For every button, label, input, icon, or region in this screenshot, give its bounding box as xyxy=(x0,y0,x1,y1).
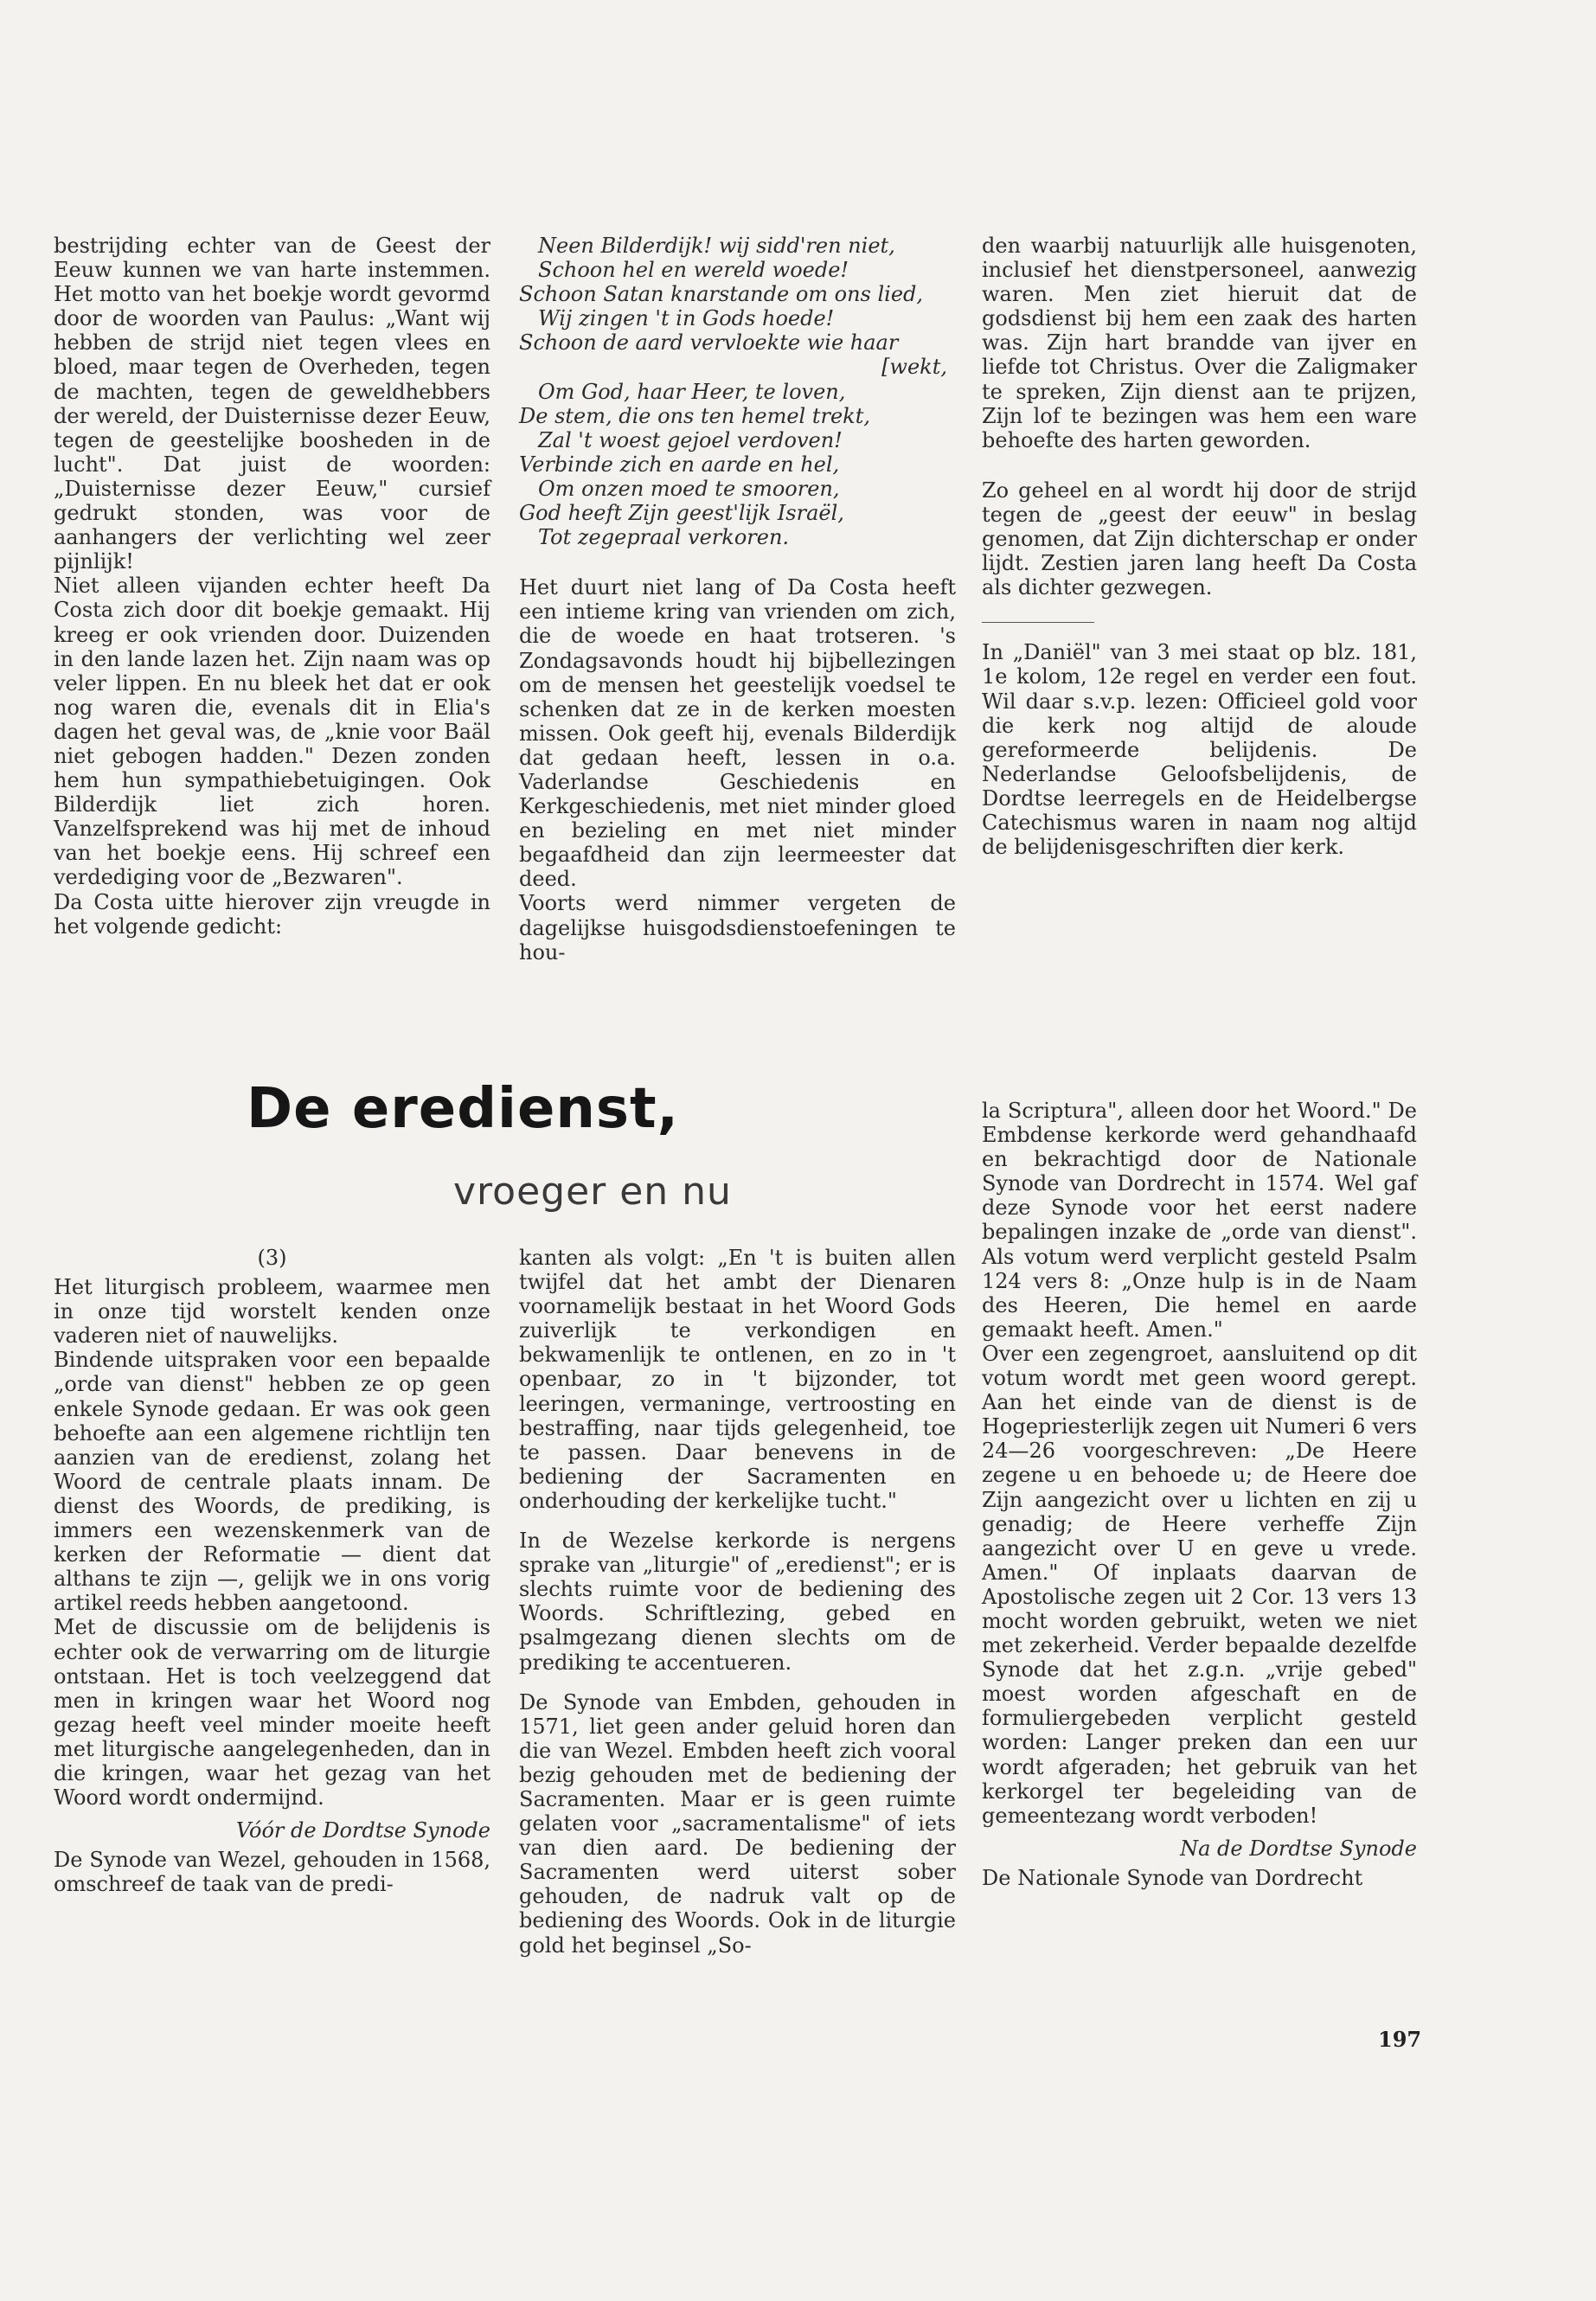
divider xyxy=(982,622,1094,623)
poem-line: God heeft Zijn geest'lijk Israël, xyxy=(519,501,844,526)
paragraph: Het liturgisch probleem, waarmee men in onze tijd worstelt kenden onze vaderen niet of nauwelijks. xyxy=(54,1275,490,1349)
section-heading: Vóór de Dordtse Synode xyxy=(235,1818,490,1843)
poem-line: De stem, die ons ten hemel trekt, xyxy=(519,403,870,428)
paragraph: Voorts werd nimmer vergeten de dagelijkse huisgodsdienstoefeningen te hou- xyxy=(519,891,956,965)
poem-line: Om onzen moed te smooren, xyxy=(538,476,840,501)
paragraph: De Synode van Embden, gehouden in 1571, liet geen ander geluid horen dan die van Wezel. Embden heeft zich vooral bezig gehouden met de bediening der Sacramenten. Maar er is geen ruimte gelaten voor „sacramentalisme" of iets van dien aard. De bediening der Sacramenten werd uiterst sober gehouden, de nadruk valt op de bediening des Woords. Ook in de liturgie gold het beginsel „So- xyxy=(519,1689,956,1958)
paragraph: Het duurt niet lang of Da Costa heeft een intieme kring van vrienden om zich, die de woede en haat trotseren. 's Zondagsavonds houdt hij bijbellezingen om de mensen het geestelijk voedsel te schenken dat ze in de kerken moesten missen. Ook geeft hij, evenals Bilderdijk dat gedaan heeft, lessen in o.a. Vaderlandse Geschiedenis en Kerkgeschiedenis, met niet minder gloed en bezieling en met niet minder begaafdheid dan zijn leermeester dat deed. xyxy=(519,575,956,892)
poem-line: Om God, haar Heer, te loven, xyxy=(538,379,846,404)
poem-line: Neen Bilderdijk! wij sidd'ren niet, xyxy=(538,234,895,258)
paragraph: Over een zegengroet, aansluitend op dit votum wordt met geen woord gerept. Aan het einde van de dienst is de Hogepriesterlijk zegen uit Numeri 6 vers 24—26 voorgeschreven: „De Heere zegene u en behoede u; de Heere doe Zijn aangezicht over u lichten en zij u genadig; de Heere verheffe Zijn aangezicht over U en geve u vrede. Amen." Of inplaats daarvan de Apostolische zegen uit 2 Cor. 13 vers 13 mocht worden gebruikt, weten we niet met zekerheid. Verder bepaalde dezelfde Synode dat het z.g.n. „vrije gebed" moest worden afgeschaft en de formuliergebeden verplicht gesteld worden: Langer preken dan een uur wordt afgeraden; het gebruik van het kerkorgel ter begeleiding van de gemeentezang wordt verboden! xyxy=(982,1341,1417,1828)
paragraph: De Nationale Synode van Dordrecht xyxy=(982,1865,1363,1890)
paragraph: la Scriptura", alleen door het Woord." De Embdense kerkorde werd gehandhaafd en bekrachtigd door de Nationale Synode van Dordrecht in 1574. Wel gaf deze Synode voor het eerst nadere bepalingen inzake de „orde van dienst". Als votum werd verplicht gesteld Psalm 124 vers 8: „Onze hulp is in de Naam des Heeren, Die hemel en aarde gemaakt heeft. Amen." xyxy=(982,1099,1417,1342)
paragraph: Bindende uitspraken voor een bepaalde „orde van dienst" hebben ze op geen enkele Synode gedaan. Er was ook geen behoefte aan een algemene richtlijn ten aanzien van de eredienst, zolang het Woord de centrale plaats innam. De dienst des Woords, de prediking, is immers een wezenskenmerk van de kerken der Reformatie — dient dat althans te zijn —, gelijk we in ons vorig artikel reeds hebben aangetoond. xyxy=(54,1348,490,1616)
paragraph: De Synode van Wezel, gehouden in 1568, omschreef de taak van de predi- xyxy=(54,1848,490,1897)
poem-line: Verbinde zich en aarde en hel, xyxy=(519,452,840,477)
poem xyxy=(519,234,956,549)
paragraph: Zo geheel en al wordt hij door de strijd tegen de „geest der eeuw" in beslag genomen, dat Zijn dichterschap er onder lijdt. Zestien jaren lang heeft Da Costa als dichter gezwegen. xyxy=(982,478,1417,600)
poem-line: Wij zingen 't in Gods hoede! xyxy=(538,306,835,331)
article-column-1 xyxy=(54,1246,490,1896)
poem-line: Tot zegepraal verkoren. xyxy=(538,525,790,550)
part-number: (3) xyxy=(257,1246,287,1270)
article-column-2 xyxy=(519,1246,956,1958)
article-column-3 xyxy=(982,1099,1417,1890)
paragraph: den waarbij natuurlijk alle huisgenoten, inclusief het dienstpersoneel, aanwezig waren. Men ziet hieruit dat de godsdienst bij hem een zaak des harten was. Zijn hart brandde van ijver en liefde tot Christus. Over die Zaligmaker te spreken, Zijn dienst aan te prijzen, Zijn lof te bezingen was hem een ware behoefte des harten geworden. xyxy=(982,234,1417,452)
article-subtitle: vroeger en nu xyxy=(453,1170,732,1214)
paragraph: Niet alleen vijanden echter heeft Da Costa zich door dit boekje gemaakt. Hij kreeg er ook vrienden door. Duizenden in den lande lazen het. Zijn naam was op veler lippen. En nu bleek het dat er ook nog waren die, evenals dit in Elia's dagen het geval was, de „knie voor Baäl niet gebogen hadden." Dezen zonden hem hun sympathiebetuigingen. Ook Bilderdijk liet zich horen. Vanzelfsprekend was hij met de inhoud van het boekje eens. Hij schreef een verdediging voor de „Bezwaren". xyxy=(54,574,490,890)
poem-line: Schoon de aard vervloekte wie haar xyxy=(519,330,899,356)
poem-line: Zal 't woest gejoel verdoven! xyxy=(538,427,843,452)
poem-line: [wekt, xyxy=(881,355,947,380)
top-column-1 xyxy=(54,234,490,939)
paragraph: kanten als volgt: „En 't is buiten allen twijfel dat het ambt der Dienaren voornamelijk bestaat in het Woord Gods zuiverlijk te verkondigen en bekwamenlijk te ontlenen, en zo in 't openbaar, zo in 't bijzonder, tot leeringen, vermaninge, vertroosting en bestraffing, naar tijds gelegenheid, toe te passen. Daar benevens in de bediening der Sacramenten en onderhouding der kerkelijke tucht." xyxy=(519,1246,956,1513)
paragraph: Da Costa uitte hierover zijn vreugde in het volgende gedicht: xyxy=(54,889,490,939)
erratum-note: In „Daniël" van 3 mei staat op blz. 181, 1e kolom, 12e regel en verder een fout. Wil daar s.v.p. lezen: Officieel gold voor die kerk nog altijd de aloude gereformeerde belijdenis. De Nederlandse Geloofsbelijdenis, de Dordtse leerregels en de Heidelbergse Catechismus waren in naam nog altijd de belijdenisgeschriften dier kerk. xyxy=(982,640,1417,860)
top-column-3 xyxy=(982,234,1417,859)
article-title: De eredienst, xyxy=(247,1077,679,1141)
paragraph: In de Wezelse kerkorde is nergens sprake van „liturgie" of „eredienst"; er is slechts ruimte voor de bediening des Woords. Schriftlezing, gebed en psalmgezang dienen slechts om de prediking te accentueren. xyxy=(519,1529,956,1675)
poem-line: Schoon hel en wereld woede! xyxy=(538,258,849,283)
paragraph: bestrijding echter van de Geest der Eeuw kunnen we van harte instemmen. Het motto van het boekje wordt gevormd door de woorden van Paulus: „Want wij hebben de strijd niet tegen vlees en bloed, maar tegen de Overheden, tegen de machten, tegen de geweldhebbers der wereld, der Duisternisse dezer Eeuw, tegen de geestelijke boosheden in de lucht". Dat juist de woorden: „Duisternisse dezer Eeuw," cursief gedrukt stonden, was voor de aanhangers der verlichting wel zeer pijnlijk! xyxy=(54,234,490,574)
poem-line: Schoon Satan knarstande om ons lied, xyxy=(519,282,924,307)
page-number: 197 xyxy=(1378,2027,1422,2052)
paragraph: Met de discussie om de belijdenis is echter ook de verwarring om de liturgie ontstaan. Het is toch veelzeggend dat men in kringen waar het Woord nog gezag heeft veel minder moeite heeft met liturgische aangelegenheden, dan in die kringen, waar het gezag van het Woord wordt ondermijnd. xyxy=(54,1615,490,1811)
top-column-2 xyxy=(519,234,956,965)
section-heading: Na de Dordtse Synode xyxy=(1180,1836,1417,1861)
